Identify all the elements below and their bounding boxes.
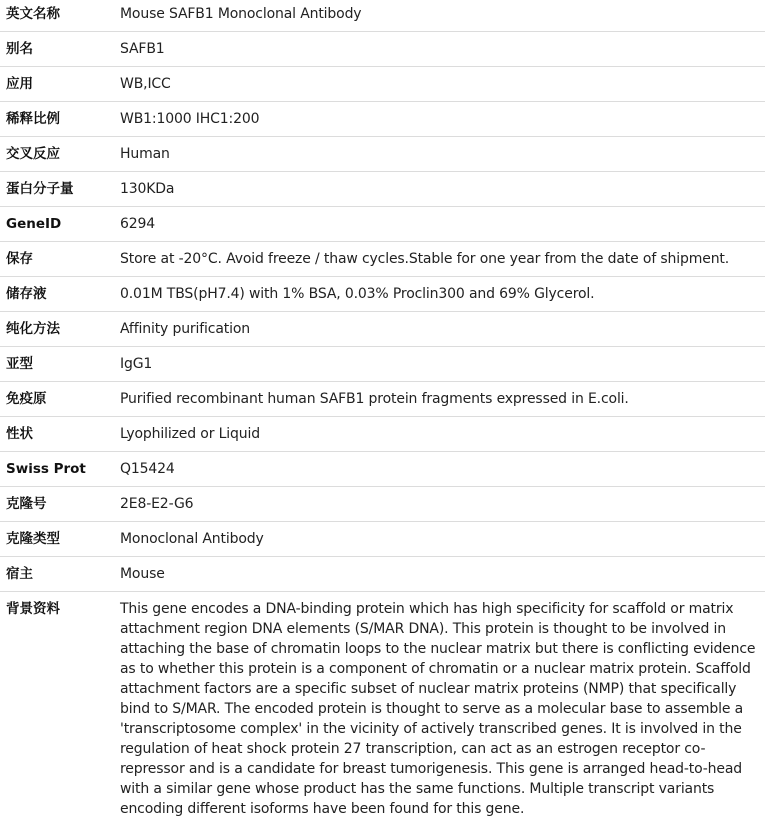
spec-value: Lyophilized or Liquid xyxy=(120,417,765,452)
spec-value: WB1:1000 IHC1:200 xyxy=(120,102,765,137)
spec-label: 免疫原 xyxy=(0,382,120,417)
spec-row-buffer xyxy=(0,277,765,312)
spec-value: SAFB1 xyxy=(120,32,765,67)
spec-label: 宿主 xyxy=(0,557,120,592)
spec-label: 保存 xyxy=(0,242,120,277)
spec-value: Affinity purification xyxy=(120,312,765,347)
spec-label: 储存液 xyxy=(0,277,120,312)
spec-value-background: This gene encodes a DNA-binding protein which has high specificity for scaffold or matrix attachment region DNA elements (S/MAR DNA). This protein is thought to be involved in attaching the base of chromatin loops to the nuclear matrix but there is conflicting evidence as to whether this protein is a component of chromatin or a nuclear matrix protein. Scaffold attachment factors are a specific subset of nuclear matrix proteins (NMP) that specifically bind to S/MAR. The encoded protein is thought to serve as a molecular base to assemble a 'transcriptosome complex' in the vicinity of actively transcribed genes. It is involved in the regulation of heat shock protein 27 transcription, can act as an estrogen receptor co-repressor and is a candidate for breast tumorigenesis. This gene is arranged head-to-head with a similar gene whose product has the same functions. Multiple transcript variants encoding different isoforms have been found for this gene. xyxy=(120,601,756,817)
spec-label: 应用 xyxy=(0,67,120,102)
spec-value: IgG1 xyxy=(120,347,765,382)
spec-row-reactivity xyxy=(0,137,765,172)
spec-value: Mouse xyxy=(120,557,765,592)
spec-label: 稀释比例 xyxy=(0,102,120,137)
spec-row-purification xyxy=(0,312,765,347)
spec-row-isotype xyxy=(0,347,765,382)
spec-row-clone-number xyxy=(0,487,765,522)
spec-value: WB,ICC xyxy=(120,67,765,102)
spec-row-clonality xyxy=(0,522,765,557)
spec-label: GeneID xyxy=(0,207,120,242)
spec-row-application xyxy=(0,67,765,102)
spec-label: 蛋白分子量 xyxy=(0,172,120,207)
spec-label: 克隆号 xyxy=(0,487,120,522)
spec-label: Swiss Prot xyxy=(0,452,120,487)
spec-label: 背景资料 xyxy=(6,601,60,617)
spec-label: 性状 xyxy=(0,417,120,452)
spec-label: 交叉反应 xyxy=(0,137,120,172)
spec-value: 0.01M TBS(pH7.4) with 1% BSA, 0.03% Proclin300 and 69% Glycerol. xyxy=(120,277,765,312)
spec-row-swiss-prot xyxy=(0,452,765,487)
spec-value: Mouse SAFB1 Monoclonal Antibody xyxy=(120,0,765,32)
spec-value: 2E8-E2-G6 xyxy=(120,487,765,522)
spec-value: 6294 xyxy=(120,207,765,242)
spec-value: Store at -20°C. Avoid freeze / thaw cycles.Stable for one year from the date of shipment. xyxy=(120,242,765,277)
spec-row-molecular-weight xyxy=(0,172,765,207)
spec-row-alias xyxy=(0,32,765,67)
spec-label: 亚型 xyxy=(0,347,120,382)
spec-row-host xyxy=(0,557,765,592)
spec-label: 别名 xyxy=(0,32,120,67)
spec-row-dilution xyxy=(0,102,765,137)
spec-value: 130KDa xyxy=(120,172,765,207)
spec-label: 英文名称 xyxy=(0,0,120,32)
spec-row-storage xyxy=(0,242,765,277)
spec-label: 纯化方法 xyxy=(0,312,120,347)
spec-value: Monoclonal Antibody xyxy=(120,522,765,557)
spec-row-english-name xyxy=(0,0,765,32)
spec-value: Human xyxy=(120,137,765,172)
spec-label: 克隆类型 xyxy=(0,522,120,557)
spec-row-background xyxy=(0,592,765,827)
spec-row-form xyxy=(0,417,765,452)
spec-row-immunogen xyxy=(0,382,765,417)
spec-row-gene-id xyxy=(0,207,765,242)
spec-value: Q15424 xyxy=(120,452,765,487)
spec-value: Purified recombinant human SAFB1 protein fragments expressed in E.coli. xyxy=(120,382,765,417)
